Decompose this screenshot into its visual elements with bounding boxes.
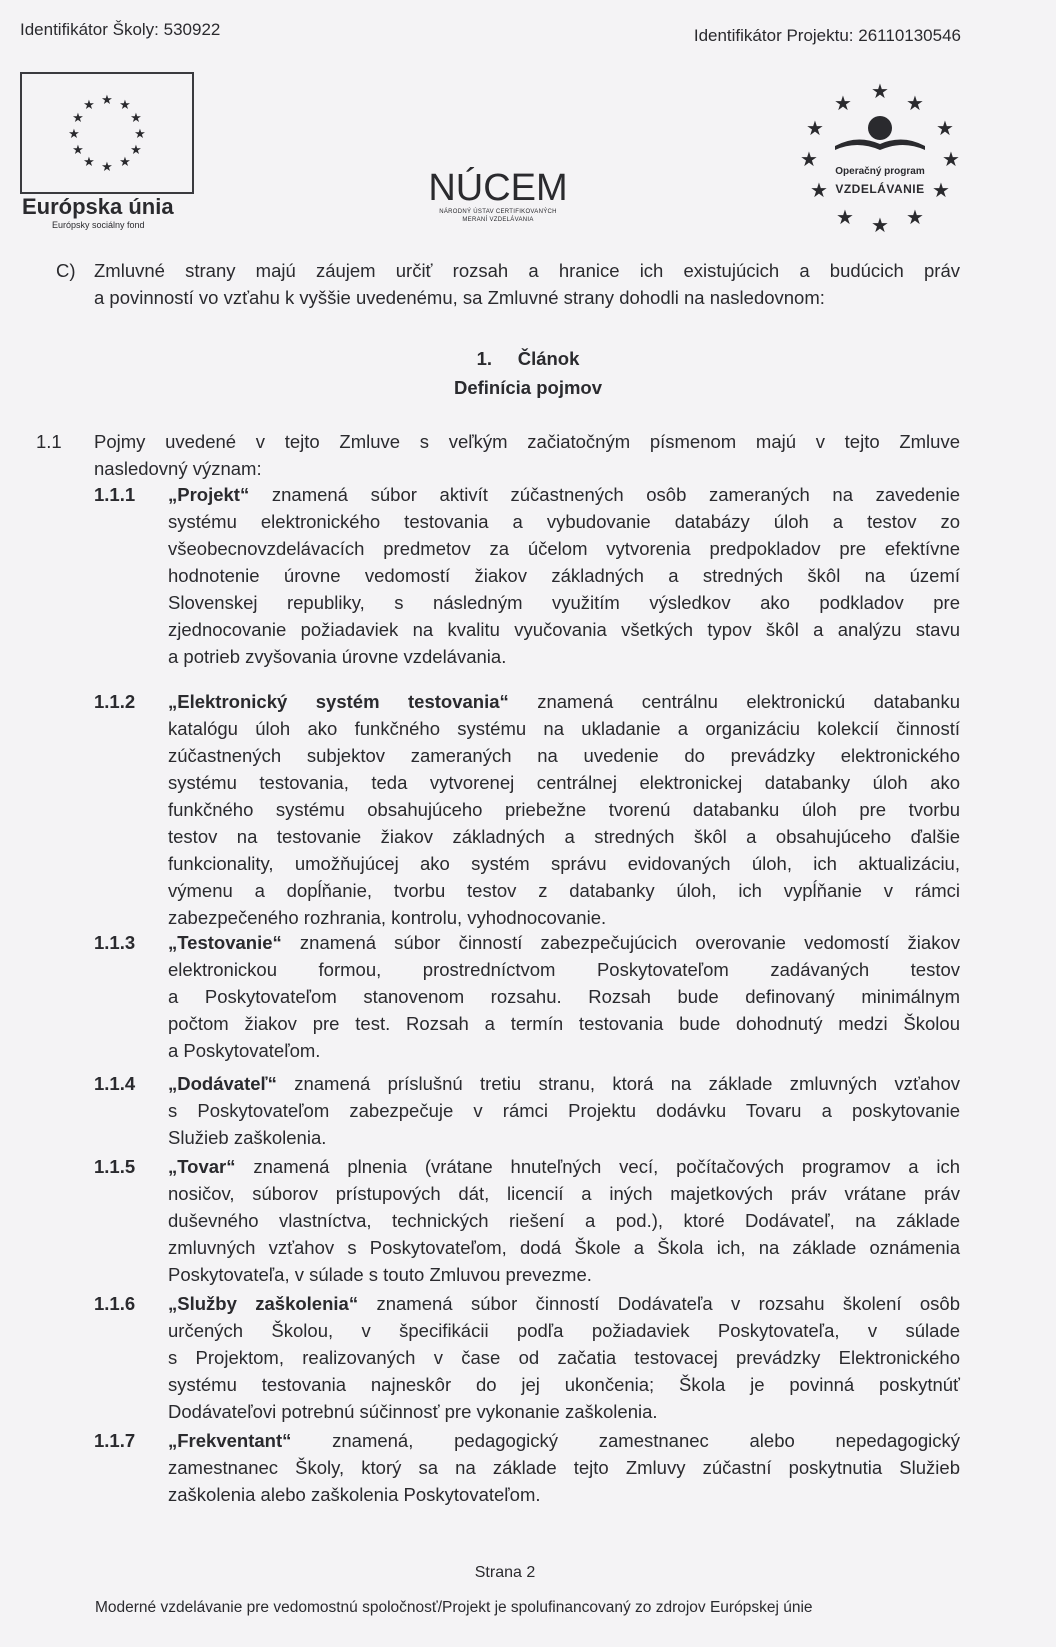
svg-text:★: ★ [83,98,95,113]
eu-title: Európska únia [22,194,174,219]
article-title-line [0,344,1056,373]
definition-number: 1.1.3 [94,932,136,953]
definition-number: 1.1.1 [94,484,136,505]
text-line: a povinností vo vzťahu k vyššie uvedenému, sa Zmluvné strany dohodli na nasledovnom: [94,287,825,308]
intro-label: C) [56,260,76,281]
svg-text:★: ★ [101,160,113,175]
definition-item [168,1070,960,1151]
nucem-subtitle-line-1: NÁRODNÝ ÚSTAV CERTIFIKOVANÝCH [439,209,557,215]
svg-text:★: ★ [83,155,95,170]
definition-text: znamená centrálnu elektronickú databanku [508,691,960,712]
svg-text:★: ★ [119,155,131,170]
text-line: všeobecnovzdelávacích predmetov za účelom vytvorenia predpokladov pre efektívne [168,538,960,559]
text-line: systému testovania najneskôr do jej ukončenia; Škola je povinná poskytnúť [168,1374,960,1395]
svg-text:★: ★ [134,127,146,142]
definition-term: „Dodávateľ“ [168,1073,277,1094]
svg-text:★: ★ [130,143,142,158]
svg-text:★: ★ [942,147,960,171]
text-line [168,1070,960,1097]
section-paragraph [94,428,960,482]
svg-text:★: ★ [800,147,818,171]
section-number: 1.1 [36,431,62,452]
text-line [168,688,960,715]
text-line: a Poskytovateľom stanovenom rozsahu. Rozsah bude definovaný minimálnym [168,986,960,1007]
svg-text:★: ★ [932,178,950,202]
text-line: výmenu a dopĺňanie, tvorbu testov z databanky úloh, ich vypĺňanie v rámci [168,880,960,901]
text-line [168,1153,960,1180]
text-line: katalógu úloh ako funkčného systému na ukladanie a organizáciu kolekcií činností [168,718,960,739]
definition-item [168,481,960,670]
definition-term: „Frekventant“ [168,1430,292,1451]
intro-paragraph [94,257,960,311]
definition-text: znamená plnenia (vrátane hnuteľných vecí, počítačových programov a ich [235,1156,960,1177]
text-line [168,481,960,508]
definition-number: 1.1.6 [94,1293,136,1314]
eu-logo [20,72,196,234]
definition-item [168,1427,960,1508]
text-line: nosičov, súborov prístupových dát, licencií a iných majetkových práv vrátane práv [168,1183,960,1204]
svg-text:★: ★ [810,178,828,202]
svg-text:★: ★ [834,91,852,115]
op-emblem-icon [795,80,965,240]
nucem-name: NÚCEM [428,167,568,209]
school-identifier: Identifikátor Školy: 530922 [20,20,221,39]
text-line: zaškolenia alebo zaškolenia Poskytovateľom. [168,1484,541,1505]
nucem-logo [398,168,598,224]
svg-text:★: ★ [119,98,131,113]
svg-text:★: ★ [72,143,84,158]
text-line: Slovenskej republiky, s následným využitím výsledkov ako podkladov pre [168,592,960,613]
op-vzdelavanie-logo [795,80,965,240]
article-heading [0,344,1056,402]
definition-term: „Tovar“ [168,1156,236,1177]
svg-text:★: ★ [906,91,924,115]
text-line: s Projektom, realizovaných v čase od začatia testovacej prevádzky Elektronického [168,1347,960,1368]
op-line-2: VZDELÁVANIE [835,182,925,196]
definition-term: „Služby zaškolenia“ [168,1293,359,1314]
svg-text:★: ★ [871,213,889,237]
eu-flag-icon [20,72,194,194]
text-line: Dodávateľovi potrebnú súčinnosť pre vykonanie zaškolenia. [168,1401,658,1422]
text-line: a Poskytovateľom. [168,1040,321,1061]
svg-text:★: ★ [806,116,824,140]
text-line: s Poskytovateľom zabezpečuje v rámci Projektu dodávku Tovaru a poskytovanie [168,1100,960,1121]
svg-text:★: ★ [101,93,113,108]
definition-number: 1.1.4 [94,1073,136,1094]
definition-text: znamená príslušnú tretiu stranu, ktorá na základe zmluvných vzťahov [276,1073,960,1094]
text-line [168,929,960,956]
eu-subtitle: Európsky sociálny fond [52,220,145,230]
page-number: Strana 2 [474,1564,536,1581]
eu-stars-icon [22,74,192,192]
definition-item [168,929,960,1064]
text-line: určených Školou, v špecifikácii podľa požiadaviek Poskytovateľa, v súlade [168,1320,960,1341]
text-line: Zmluvné strany majú záujem určiť rozsah a hranice ich existujúcich a budúcich práv [94,260,960,281]
svg-text:★: ★ [72,111,84,126]
text-line: funkčného systému obsahujúceho priebežne tvorenú databanku úloh pre tvorbu [168,799,960,820]
definition-term: „Elektronický systém testovania“ [168,691,509,712]
svg-text:★: ★ [68,127,80,142]
text-line: testov na testovanie žiakov základných a stredných škôl a obsahujúceho ďalšie [168,826,960,847]
definition-item [168,1290,960,1425]
text-line [168,1290,960,1317]
text-line: funkcionality, umožňujúcej ako systém správu evidovaných úloh, ich aktualizáciu, [168,853,960,874]
nucem-subtitle [398,208,598,224]
svg-text:★: ★ [130,111,142,126]
article-subtitle: Definícia pojmov [453,377,603,398]
text-line: počtom žiakov pre test. Rozsah a termín testovania bude dohodnutý medzi Školou [168,1013,960,1034]
text-line [168,1427,960,1454]
text-line: zúčastnených subjektov zameraných na uvedenie do prevádzky elektronického [168,745,960,766]
text-line: duševného vlastníctva, technických riešení a pod.), ktoré Dodávateľ, na základe [168,1210,960,1231]
svg-text:★: ★ [936,116,954,140]
text-line: systému testovania, teda vytvorenej centrálnej elektronickej databanky úloh ako [168,772,960,793]
text-line: Služieb zaškolenia. [168,1127,327,1148]
definition-number: 1.1.7 [94,1430,136,1451]
text-line: Poskytovateľa, v súlade s touto Zmluvou prevezme. [168,1264,592,1285]
definition-text: znamená súbor činností zabezpečujúcich overovanie vedomostí žiakov [281,932,960,953]
definition-text: znamená, pedagogický zamestnanec alebo nepedagogický [291,1430,960,1451]
text-line: Pojmy uvedené v tejto Zmluve s veľkým začiatočným písmenom majú v tejto Zmluve [94,431,960,452]
definition-item [168,1153,960,1288]
footer-text: Moderné vzdelávanie pre vedomostnú spoločnosť/Projekt je spolufinancovaný zo zdrojov Európskej únie [95,1599,813,1616]
text-line: a potrieb zvyšovania úrovne vzdelávania. [168,646,507,667]
definition-number: 1.1.5 [94,1156,136,1177]
text-line: nasledovný význam: [94,458,262,479]
article-number: 1. [476,348,493,369]
project-identifier: Identifikátor Projektu: 26110130546 [693,26,961,45]
text-line: zjednocovanie požiadaviek na kvalitu vyučovania všetkých typov škôl a analýzu stavu [168,619,960,640]
definition-text: znamená súbor činností Dodávateľa v rozsahu školení osôb [358,1293,960,1314]
op-line-1: Operačný program [835,166,925,177]
svg-text:★: ★ [836,205,854,229]
text-line: hodnotenie úrovne vedomostí žiakov základných a stredných škôl na území [168,565,960,586]
svg-text:★: ★ [871,80,889,103]
text-line: zamestnanec Školy, ktorý sa na základe tejto Zmluvy zúčastní poskytnutia Služieb [168,1457,960,1478]
definition-text: znamená súbor aktivít zúčastnených osôb zameraných na zavedenie [249,484,960,505]
svg-text:★: ★ [906,205,924,229]
nucem-subtitle-line-2: MERANÍ VZDELÁVANIA [462,217,534,223]
definition-term: „Testovanie“ [168,932,282,953]
text-line: systému elektronického testovania a vybudovanie databázy úloh a testov zo [168,511,960,532]
text-line: zmluvných vzťahov s Poskytovateľom, dodá Škole a Škola ich, na základe oznámenia [168,1237,960,1258]
definition-item [168,688,960,931]
text-line: elektronickou formou, prostredníctvom Poskytovateľom zadávaných testov [168,959,960,980]
article-title: Článok [517,348,580,369]
text-line: zabezpečeného rozhrania, kontrolu, vyhodnocovanie. [168,907,607,928]
definition-number: 1.1.2 [94,691,136,712]
definition-term: „Projekt“ [168,484,250,505]
